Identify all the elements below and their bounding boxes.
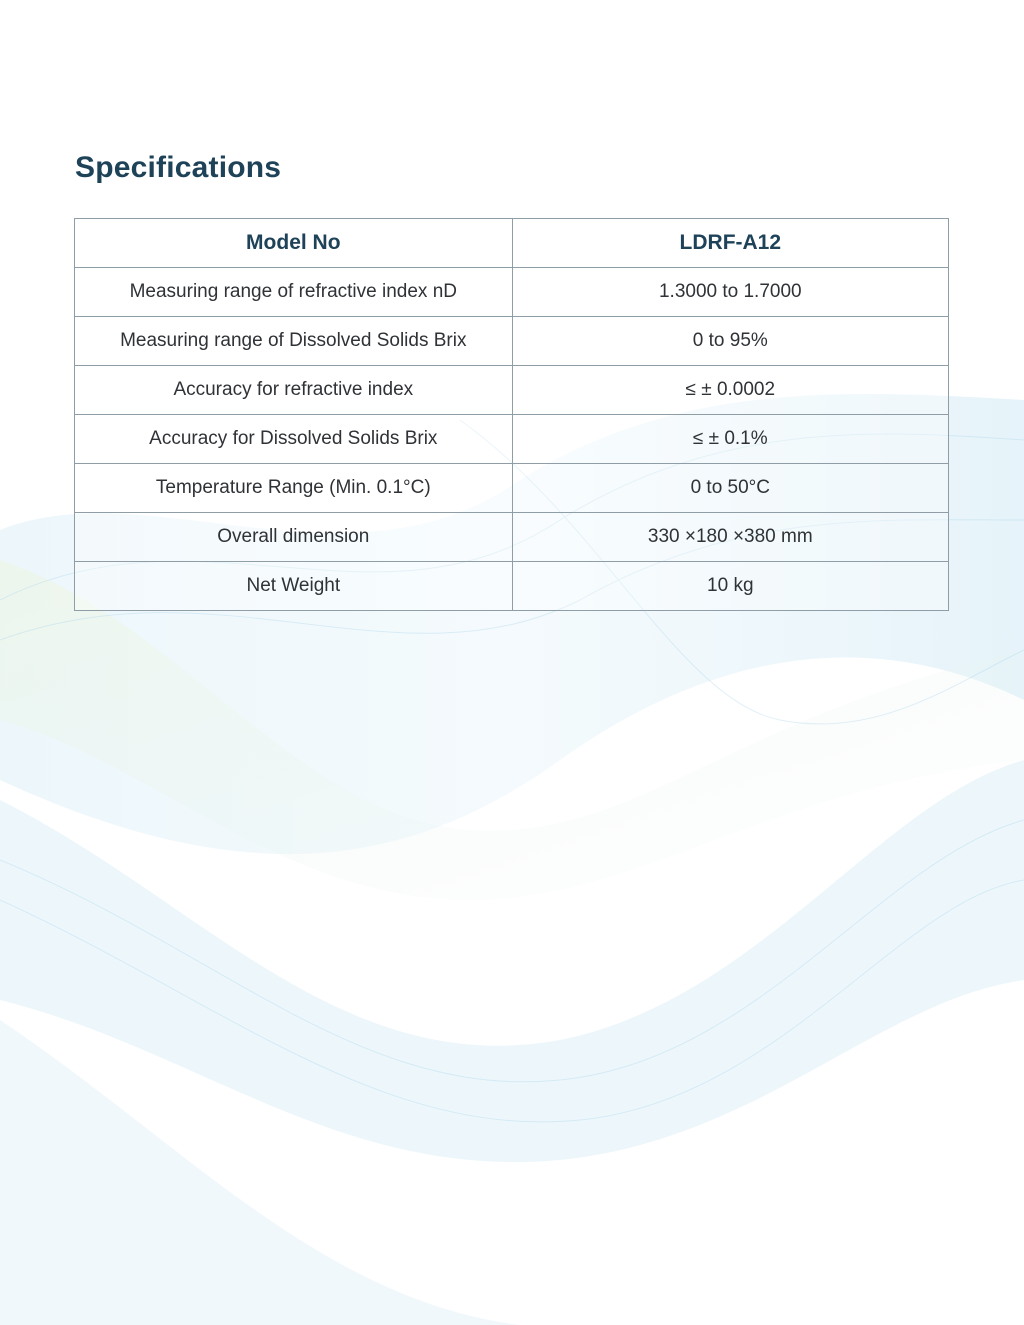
table-row xyxy=(75,562,949,611)
table-row xyxy=(75,268,949,317)
spec-label-cell: Net Weight xyxy=(75,562,513,611)
spec-value-cell: 330 ×180 ×380 mm xyxy=(512,513,948,562)
spec-value-cell: 0 to 50°C xyxy=(512,464,948,513)
table-row xyxy=(75,366,949,415)
spec-label-cell: Accuracy for Dissolved Solids Brix xyxy=(75,415,513,464)
table-row xyxy=(75,415,949,464)
spec-label-cell: Measuring range of Dissolved Solids Brix xyxy=(75,317,513,366)
page-title: Specifications xyxy=(75,151,282,184)
spec-label-cell: Measuring range of refractive index nD xyxy=(75,268,513,317)
spec-value-cell: ≤ ± 0.1% xyxy=(512,415,948,464)
table-row xyxy=(75,317,949,366)
table-header-row xyxy=(75,219,949,268)
table-row xyxy=(75,464,949,513)
spec-label-cell: Temperature Range (Min. 0.1°C) xyxy=(75,464,513,513)
header-value-cell: LDRF-A12 xyxy=(512,219,948,268)
spec-label-cell: Overall dimension xyxy=(75,513,513,562)
header-label-cell: Model No xyxy=(75,219,513,268)
spec-value-cell: 10 kg xyxy=(512,562,948,611)
spec-value-cell: ≤ ± 0.0002 xyxy=(512,366,948,415)
specifications-table xyxy=(74,218,949,611)
spec-value-cell: 0 to 95% xyxy=(512,317,948,366)
table-row xyxy=(75,513,949,562)
spec-value-cell: 1.3000 to 1.7000 xyxy=(512,268,948,317)
spec-label-cell: Accuracy for refractive index xyxy=(75,366,513,415)
